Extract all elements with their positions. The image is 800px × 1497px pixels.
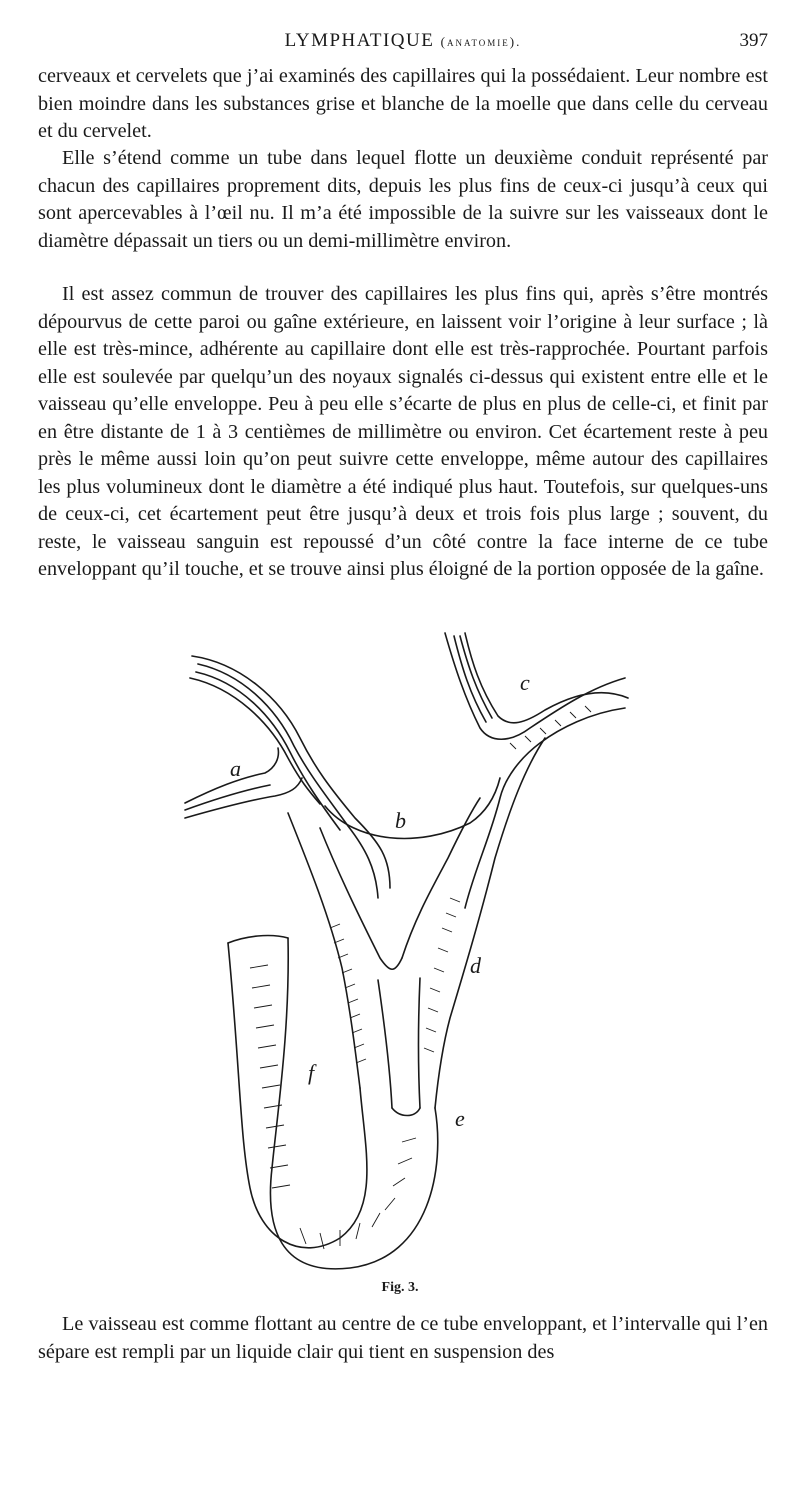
vessel-left-1 [198, 664, 378, 898]
label-b: b [395, 808, 406, 833]
title-subtitle: (anatomie). [440, 34, 522, 49]
label-a: a [230, 756, 241, 781]
trunk-right-inner [402, 798, 480, 958]
paragraph-1: cerveaux et cervelets que j’ai examinés des capillaires qui la possédaient. Leur nombre est bien moindre dans les substances grise et blanche de la moelle que dans celle du cerveau et du cervelet. [38, 65, 768, 142]
sheath-left-inner [190, 678, 320, 804]
branch-a-lower [185, 778, 302, 818]
label-d: d [470, 953, 481, 978]
label-c: c [520, 670, 530, 695]
figure-illustration [180, 628, 650, 1273]
vessel-trunk-right [419, 978, 421, 1108]
running-title [38, 30, 768, 52]
sheath-right-outer [445, 633, 625, 739]
figure-caption: Fig. 3. [381, 1280, 419, 1295]
vessel-right-2 [460, 636, 492, 718]
vessel-trunk-left [378, 980, 392, 1108]
trunk-left-outer [288, 813, 360, 1088]
paragraph-4: Le vaisseau est comme flottant au centre de ce tube enveloppant, et l’intervalle qui l’en sépare est rempli par un liquide clair qui tient en suspension des [38, 1313, 768, 1363]
trunk-right-outer [435, 738, 545, 1108]
paragraph-3: Il est assez commun de trouver des capillaires les plus fins qui, après s’être montrés dépourvus de cette paroi ou gaîne extérieure, en laissent voir l’origine à leur surface ; là elle est très-mince, adhérente au capillaire dont elle est très-rapprochée. Pourtant parfois elle est soulevée par quelqu’un des noyaux signalés ci-dessus qui existent entre elle et le vaisseau qu’elle enveloppe. Peu à peu elle s’écarte de plus en plus de celle-ci, et finit par en être distante de 1 à 3 centièmes de millimètre ou environ. Cet écartement reste à peu près le même aussi loin qu’on peut suivre cette enveloppe, même autour des capillaires les plus volumineux dont le diamètre a été indiqué plus haut. Toutefois, sur quelques-uns de ceux-ci, cet écartement peut être jusqu’à deux et trois fois plus large ; souvent, du reste, le vaisseau sanguin est repoussé d’un côté contre la face interne de ce tube enveloppant qu’il touche, et se trouve ainsi plus éloigné de la portion opposée de la gaîne. [38, 283, 768, 580]
sheath-left-outer [192, 656, 390, 888]
page-number: 397 [739, 30, 768, 51]
loop-inner [270, 938, 437, 1269]
loop-vessel-end [392, 1108, 420, 1116]
paragraph-2: Elle s’étend comme un tube dans lequel flotte un deuxième conduit représenté par chacun des capillaires proprement dits, depuis les plus fins de ceux-ci jusqu’à ceux qui sont apercevables à l’œil nu. Il m’a été impossible de la suivre sur les vaisseaux dont le diamètre dépassait un tiers ou un demi-millimètre environ. [38, 147, 768, 252]
vessel-drawing [180, 628, 650, 1273]
running-header [38, 28, 768, 58]
sheath-right-inner [465, 633, 628, 723]
title-main: LYMPHATIQUE [284, 30, 435, 51]
loop-top [228, 936, 288, 943]
trunk-left-inner [320, 828, 402, 969]
label-f: f [308, 1060, 315, 1085]
label-e: e [455, 1106, 465, 1131]
